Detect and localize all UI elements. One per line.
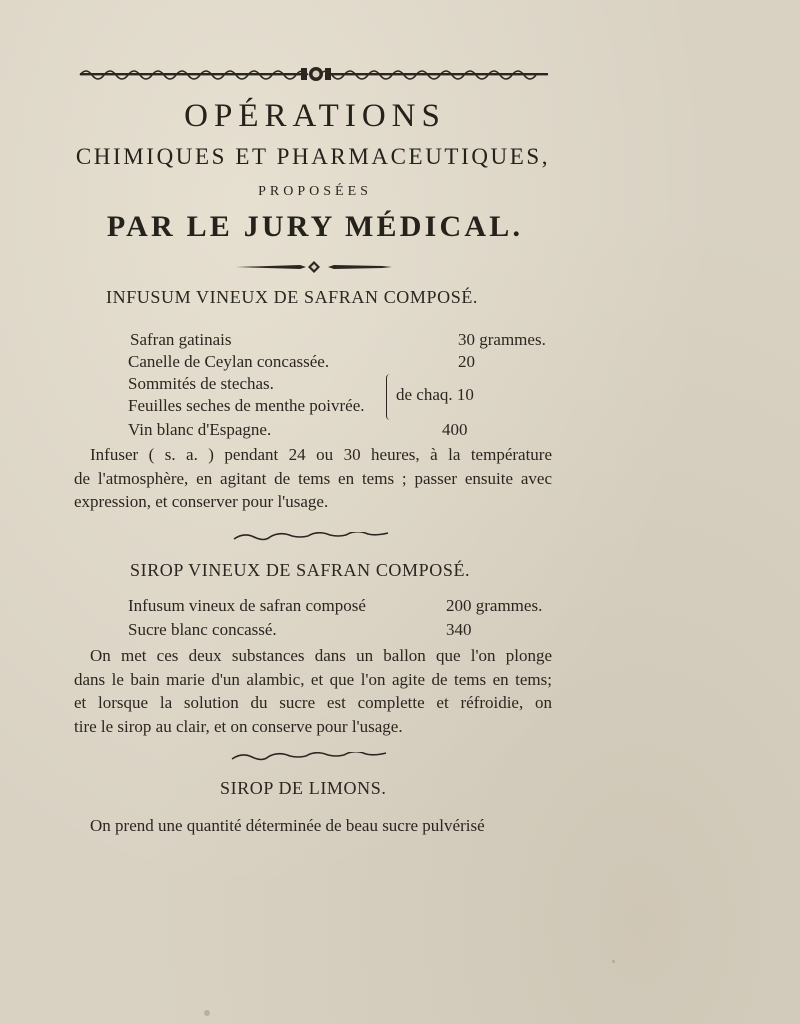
text-line: dans le bain marie d'un alambic, et que l'on agite de tems en tems; (74, 669, 552, 689)
title-jury-medical: PAR LE JURY MÉDICAL. (106, 210, 524, 243)
text-line: de l'atmosphère, en agitant de tems en tems ; passer ensuite avec (74, 468, 552, 488)
ingredient-name: Sucre blanc concassé. (128, 620, 277, 639)
instructions-paragraph (74, 443, 552, 514)
ingredient-name: Vin blanc d'Espagne. (128, 420, 272, 439)
text-line: Infuser ( s. a. ) pendant 24 ou 30 heures, à la température (90, 445, 552, 464)
text-line: tire le sirop au clair, et on conserve pour l'usage. (74, 716, 403, 736)
section-heading-sirop-vineux: SIROP VINEUX DE SAFRAN COMPOSÉ. (130, 560, 471, 580)
ingredient-amount: 30 grammes. (458, 330, 546, 349)
ingredient-name: Safran gatinais (130, 330, 232, 349)
paper-speck (204, 1010, 210, 1016)
title-operations: OPÉRATIONS (184, 98, 446, 134)
paper-speck (612, 960, 615, 963)
ingredient-amount: 200 grammes. (446, 596, 543, 615)
divider-scroll (232, 532, 390, 544)
text-line: expression, et conserver pour l'usage. (74, 492, 329, 511)
ingredient-name: Canelle de Ceylan concassée. (128, 352, 330, 371)
section-heading-infusum: INFUSUM VINEUX DE SAFRAN COMPOSÉ. (106, 287, 479, 307)
ingredient-name: Infusum vineux de safran composé (128, 596, 366, 615)
ingredient-amount: 20 (458, 352, 475, 371)
divider-scroll (230, 752, 388, 764)
title-chimiques: CHIMIQUES ET PHARMACEUTIQUES, (75, 144, 551, 169)
text-line: On met ces deux substances dans un ballon que l'on plonge (90, 646, 552, 665)
ingredient-amount: 340 (446, 620, 472, 639)
text-line: et lorsque la solution du sucre est complette et réfroidie, on (74, 693, 552, 712)
title-proposees: PROPOSÉES (258, 184, 372, 199)
grouping-brace (386, 374, 395, 420)
section-heading-sirop-limons: SIROP DE LIMONS. (220, 778, 387, 798)
ingredient-name: Sommités de stechas. (128, 374, 274, 393)
divider-rule (236, 260, 392, 274)
ingredient-amount: 400 (442, 420, 468, 439)
text-line: On prend une quantité déterminée de beau sucre pulvérisé (90, 816, 485, 835)
brace-label: de chaq. 10 (396, 385, 474, 404)
top-ornament-band (76, 64, 552, 86)
instructions-paragraph (74, 644, 552, 738)
ingredient-name: Feuilles seches de menthe poivrée. (128, 396, 365, 415)
instructions-paragraph (74, 814, 552, 838)
